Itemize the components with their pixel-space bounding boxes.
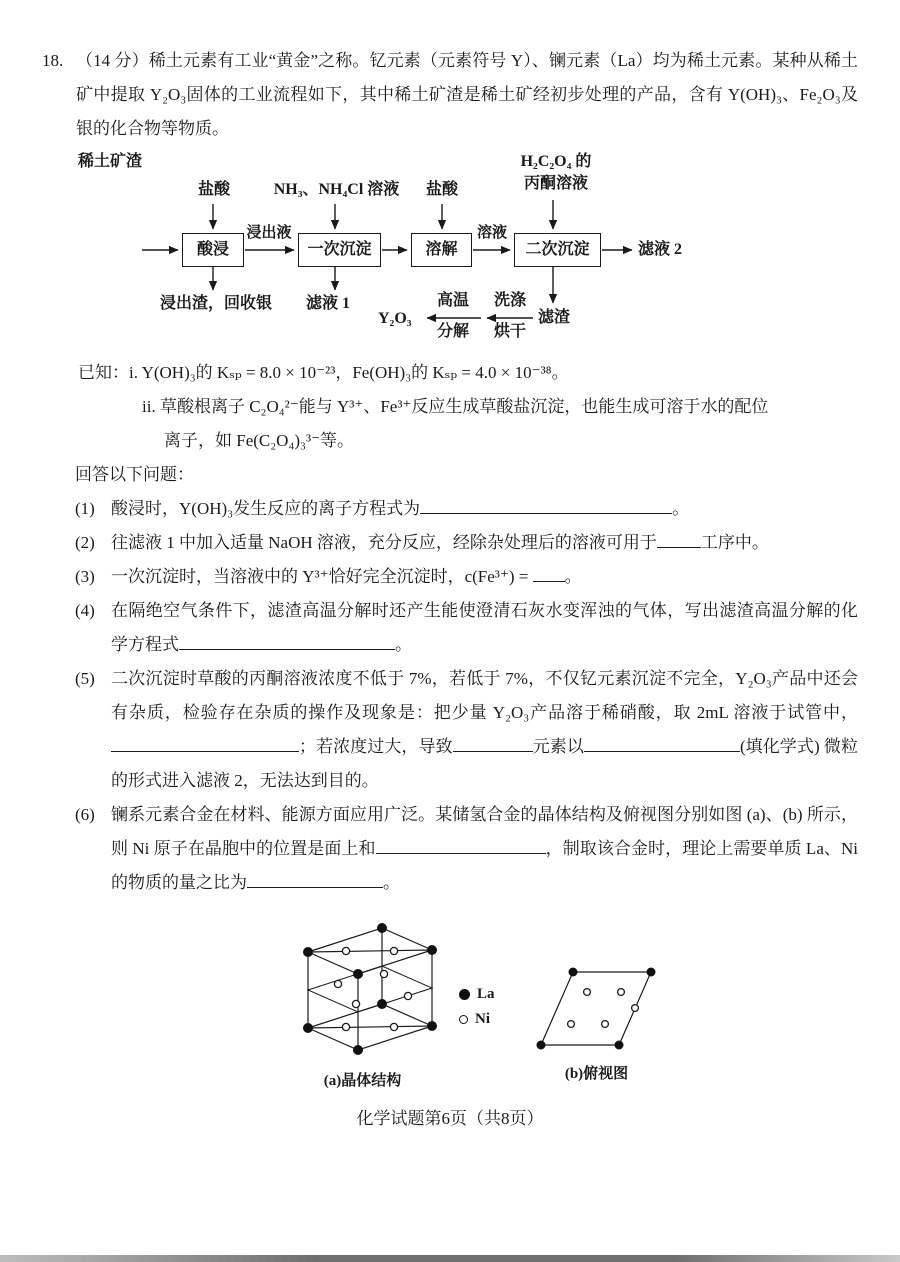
q5-body	[111, 662, 858, 798]
question-intro-text: （14 分）稀土元素有工业“黄金”之称。钇元素（元素符号 Y）、镧元素（La）均为稀土元素。某种从稀土矿中提取 Y₂O₃固体的工业流程如下，其中稀土矿渣是稀土矿经初步处理的产品，含有 Y(OH)₃、Fe₂O₃及银的化合物等物质。	[76, 51, 858, 138]
scan-edge	[0, 1255, 900, 1262]
flow-label-solution: 溶液	[476, 225, 507, 241]
q1-number: (1)	[75, 499, 95, 518]
q4-body	[111, 594, 858, 662]
flow-reagent-nh3-nh4cl: NH₃、NH₄Cl 溶液	[273, 181, 400, 198]
ni-atoms-top-view	[568, 989, 639, 1028]
flow-box-acid-leach: 酸浸	[182, 233, 244, 267]
answer-blank-4	[179, 635, 395, 650]
q2-number: (2)	[75, 533, 95, 552]
q1-body	[111, 492, 858, 526]
flow-product-y2o3: Y₂O₃	[378, 310, 412, 327]
q1-stem: 酸浸时，Y(OH)₃发生反应的离子方程式为	[111, 499, 421, 518]
figure-b-caption: (b)俯视图	[564, 1066, 629, 1082]
flow-label-wash: 洗涤	[493, 292, 526, 309]
legend-ni-label: Ni	[475, 1011, 490, 1027]
flow-output-filter-residue: 滤渣	[537, 309, 570, 326]
q5-stem-4: (填化学式) 微粒的形式进入滤液 2，无法达到目的。	[111, 737, 859, 790]
answer-blank-5c	[584, 737, 740, 752]
legend-la-label: La	[477, 986, 495, 1002]
flow-label-high-temp: 高温	[436, 292, 469, 309]
q6-body	[111, 798, 858, 900]
question-1	[75, 492, 858, 526]
question-5	[75, 662, 858, 798]
la-atom-icon	[459, 989, 470, 1000]
known-item-ii-line1: ii. 草酸根离子 C₂O₄²⁻能与 Y³⁺、Fe³⁺反应生成草酸盐沉淀，也能生成可溶于水的配位	[142, 397, 769, 416]
known-item-ii-line2: 离子，如 Fe(C₂O₄)₃³⁻等。	[164, 431, 355, 450]
unit-cell-edges	[308, 928, 432, 1050]
figure-legend	[459, 986, 515, 1036]
figure-a	[280, 912, 445, 1090]
mid-plane	[308, 966, 432, 1012]
q2-stem: 往滤液 1 中加入适量 NaOH 溶液，充分反应，经除杂处理后的溶液可用于	[111, 533, 657, 552]
flow-reagent-oxalic-line1: H₂C₂O₄ 的	[520, 153, 592, 170]
figure-b	[529, 912, 664, 1083]
known-item-i: 已知：i. Y(OH)₃的 Kₛₚ = 8.0 × 10⁻²³，Fe(OH)₃的 Kₛₚ = 4.0 × 10⁻³⁸。	[78, 363, 569, 382]
question-2	[75, 526, 858, 560]
flow-reagent-hcl-1: 盐酸	[197, 181, 230, 198]
flow-label-leachate: 浸出液	[246, 225, 292, 241]
q6-number: (6)	[75, 805, 95, 824]
flow-box-first-precipitation: 一次沉淀	[298, 233, 381, 267]
crystal-structure-svg	[280, 912, 445, 1062]
answer-blank-6a	[376, 839, 546, 854]
known-info	[42, 356, 858, 458]
question-18-intro	[42, 44, 858, 146]
q2-body	[111, 526, 858, 560]
q4-stem: 在隔绝空气条件下，滤渣高温分解时还产生能使澄清石灰水变浑浊的气体，写出滤渣高温分解的化学方程式	[111, 601, 858, 654]
crystal-figures	[280, 912, 858, 1090]
q5-stem-3: 元素以	[532, 737, 584, 756]
q5-number: (5)	[75, 669, 95, 688]
flow-output-filtrate-1: 滤液 1	[306, 295, 351, 312]
top-view-svg	[529, 960, 664, 1055]
flow-reagent-hcl-2: 盐酸	[425, 181, 458, 198]
q4-number: (4)	[75, 601, 95, 620]
answer-blank-5a	[111, 737, 299, 752]
process-flow-diagram	[78, 152, 758, 348]
question-4	[75, 594, 858, 662]
flow-output-filtrate-2: 滤液 2	[638, 241, 683, 258]
q3-body	[111, 560, 858, 594]
question-3	[75, 560, 858, 594]
answer-blank-5b	[453, 737, 533, 752]
answer-prompt: 回答以下问题：	[75, 465, 194, 484]
q5-stem-1: 二次沉淀时草酸的丙酮溶液浓度不低于 7%，若低于 7%，不仅钇元素沉淀不完全，Y₂O₃产品中还会有杂质，检验存在杂质的操作及现象是：把少量 Y₂O₃产品溶于稀硝酸，取 2mL 溶液于试管中，	[111, 669, 858, 722]
figure-b-drawing	[529, 960, 664, 1060]
q3-stem: 一次沉淀时，当溶液中的 Y³⁺恰好完全沉淀时，c(Fe³⁺) =	[111, 567, 529, 586]
q5-stem-2: ；若浓度过大，导致	[299, 737, 453, 756]
q6-stem-2: ，制取该合金时，理论上需要单质 La、Ni 的物质的量之比为	[111, 839, 858, 892]
q3-number: (3)	[75, 567, 95, 586]
q6-stem-1: 镧系元素合金在材料、能源方面应用广泛。某储氢合金的晶体结构及俯视图分别如图 (a)、(b) 所示，则 Ni 原子在晶胞中的位置是面上和	[111, 805, 858, 858]
q6-stem-3: 。	[383, 873, 400, 892]
legend-la	[459, 986, 515, 1003]
answer-blank-6b	[247, 873, 383, 888]
legend-ni	[459, 1011, 515, 1028]
ni-atom-icon	[459, 1015, 468, 1024]
flow-output-residue-silver: 浸出渣，回收银	[160, 295, 273, 312]
flow-input-ore: 稀土矿渣	[78, 153, 143, 170]
question-6	[75, 798, 858, 900]
flow-reagent-oxalic-line2: 丙酮溶液	[523, 175, 588, 192]
page-footer: 化学试题第6页（共8页）	[356, 1109, 544, 1128]
flow-label-decompose: 分解	[436, 323, 469, 340]
answer-blank-2	[657, 533, 701, 548]
flow-label-dry: 烘干	[493, 323, 526, 340]
q1-period: 。	[672, 499, 690, 518]
q2-tail: 工序中。	[700, 533, 769, 552]
figure-a-caption: (a)晶体结构	[323, 1073, 402, 1089]
flow-box-dissolve: 溶解	[411, 233, 472, 267]
flow-box-second-precipitation: 二次沉淀	[514, 233, 601, 267]
q4-period: 。	[395, 635, 412, 654]
answer-blank-1	[420, 499, 672, 514]
question-number: 18.	[42, 51, 64, 70]
q3-tail: 。	[564, 567, 582, 586]
answer-blank-3	[533, 567, 565, 582]
